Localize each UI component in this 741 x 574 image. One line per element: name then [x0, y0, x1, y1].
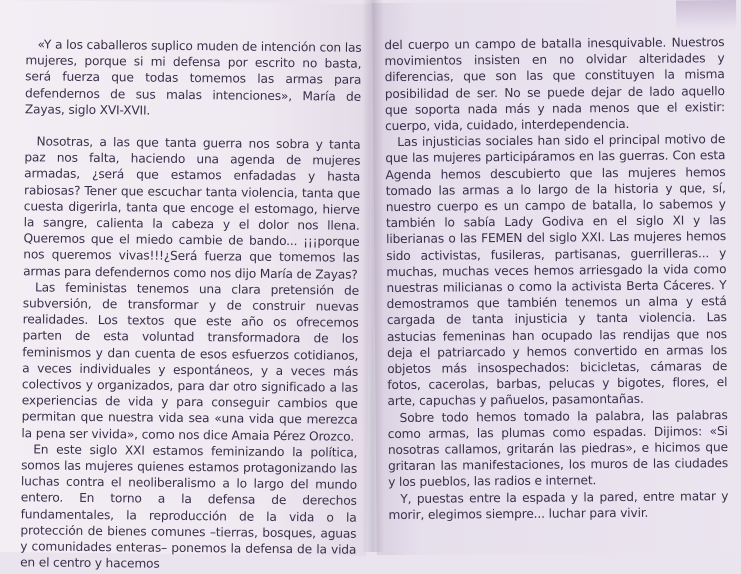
right-page [372, 0, 741, 555]
paragraph: En este siglo XXI estamos feminizando la política, somos las mujeres quienes estamos protagonizando las luchas contra el neoliberalismo a lo largo del mundo entero. En torno a la defensa de derechos fundamentales, la reproducción de la vida o la protección de bienes comunes –tierras, bosques, aguas y comunidades enteras– ponemos la defensa de la vida en el centro y hacemos [20, 442, 358, 571]
opening-quote: «Y a los caballeros suplico muden de intención con las mujeres, porque si mi defensa por escrito no basta, será fuerza que todas tomemos las armas para defendernos de sus malas intenciones», María de Zayas, siglo XVI-XVII. [24, 37, 362, 118]
paragraph: Las injusticias sociales han sido el principal motivo de que las mujeres participáramos en las guerras. Con esta Agenda hemos descubierto que las mujeres hemos tomado las armas a lo largo de la historia y que, sí, nuestro cuerpo es un campo de batalla, lo sabemos y también lo sabía Lady Godiva en el siglo XI y las liberianas o las FEMEN del siglo XXI. Las mujeres hemos sido activistas, fusileras, partisanas, guerrilleras... y muchas, muchas veces hemos arriesgado la vida como nuestras milicianas o como la activista Berta Cáceres. Y demostramos que también tenemos un alma y está cargada de tanta injusticia y tanta violencia. Las astucias femeninas han ocupado las rendijas que nos deja el patriarcado y hemos convertido en armas los objetos más insospechados: bicicletas, cámaras de fotos, cacerolas, barbas, pelucas y bigotes, flores, el arte, capuchas y pañuelos, pasamontañas. [385, 132, 728, 409]
paragraph: Las feministas tenemos una clara pretensión de subversión, de transformar y de construir nuevas realidades. Los textos que este año os ofrecemos parten de esta voluntad transformadora de los feminismos y dan cuenta de esos esfuerzos cotidianos, a veces individuales y espontáneos, y a veces más colectivos y organizados, para dar otro significado a las experiencias de vida y para conseguir cambios que permitan que nuestra vida sea «una vida que merezca la pena ser vivida», como nos dice Amaia Pérez Orozco. [21, 280, 360, 444]
book-gutter [362, 0, 384, 552]
paragraph: Nosotras, a las que tanta guerra nos sobra y tanta paz nos falta, haciendo una agenda de mujeres armadas, ¿será que estamos enfadadas y hasta rabiosas? Tener que escuchar tanta violencia, tanta que cuesta digerirla, tanta que encoge el estomago, hierve la sangre, calienta la cabeza y el dolor nos llena. Queremos que el miedo cambie de bando... ¡¡¡porque nos queremos vivas!!!¿Será fuerza que tomemos las armas para defendernos como nos dijo María de Zayas? [23, 134, 361, 282]
paragraph: del cuerpo un campo de batalla inesquivable. Nuestros movimientos insisten en no olvidar alteridades y diferencias, que son las que constituyen la misma posibilidad de ser. No se puede dejar de lado aquello que soporta nada más y nada menos que el existir: cuerpo, vida, cuidado, interdependencia. [384, 35, 725, 134]
page-corner-shade [676, 0, 736, 31]
left-page [0, 0, 372, 571]
paragraph: Sobre todo hemos tomado la palabra, las palabras como armas, las plumas como espadas. Dijimos: «Si nosotras callamos, gritarán las piedras», e hicimos que gritaran las manifestaciones, los muros de las ciudades y los pueblos, las radios e internet. [387, 407, 729, 490]
paragraph: Y, puestas entre la espada y la pared, entre matar y morir, elegimos siempre... luchar para vivir. [388, 488, 729, 522]
